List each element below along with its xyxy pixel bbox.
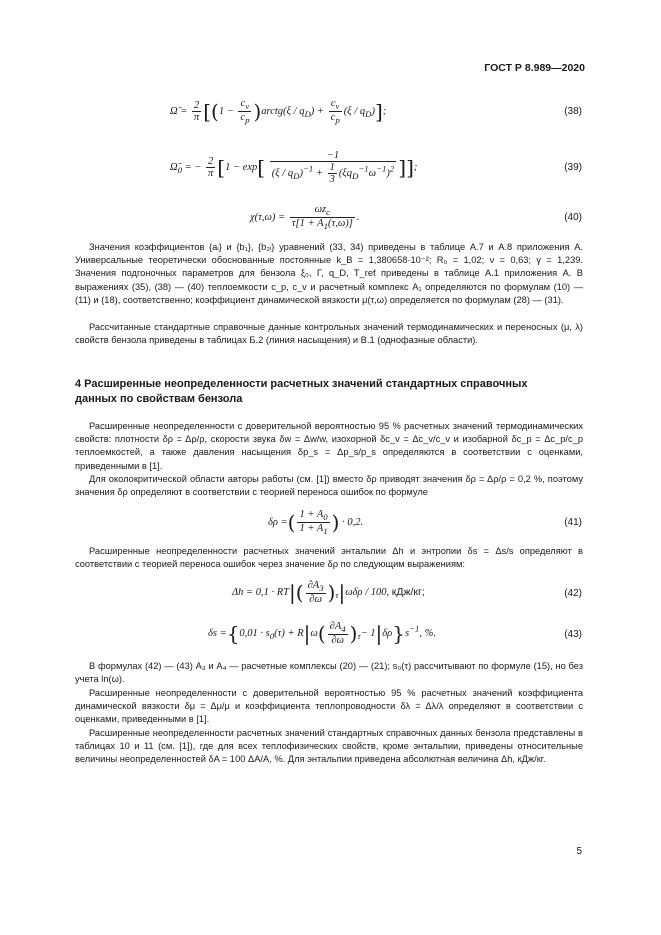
eq42-num-sub: 3 [319, 583, 324, 594]
eq38-den: π [193, 112, 200, 124]
equation-38-formula: Ω̃ = $\frac{2}{\pi}$ [(1 − $\frac{c_v}{c_p}$ )arctg(ξ / $q_D$) + $\frac{c_v}{c_p}$ $(\xi / q_D)$]; [170, 98, 387, 126]
equation-39 [170, 146, 590, 196]
eq39-den2: ) [299, 167, 303, 179]
eq38-arctg: arctg(ξ / q [261, 106, 305, 117]
eq42-tail: ωδρ / 100, [345, 586, 390, 598]
eq40-num-sub: c [326, 207, 330, 218]
eq39-den6: ) [386, 167, 390, 179]
eq39-den-sub: D [293, 171, 300, 181]
eq39-den6-sup: 2 [389, 163, 395, 174]
equation-40 [250, 204, 590, 234]
eq39-den4-sub: D [352, 171, 359, 181]
paragraph-coefficients: Значения коэффициентов {aᵢ} и {b₁}, {b₂ᵢ} уравнений (33, 34) приведены в таблице А.7 и А.8 приложения А. Универсальные теоретически обоснованные постоянные k_B = 1,380658·10⁻²; R₀ = 1,02; ν = 0,63; γ = 1,239. Значения подгоночных параметров для бензола ξ₀, Γ, q_D, T_ref приведены в таблице А.1 приложения А. В выражениях (35), (38) — (40) теплоемкости c_p, c_v и расчетный комплекс A₁ определяются по формулам (10) — (11) и (18), соответственно; коэффициент динамической вязкости μ(τ,ω) определяется по формулам (28) — (31). [75, 242, 583, 305]
equation-42-number: (42) [564, 588, 582, 599]
eq38-num: 2 [192, 100, 201, 112]
equation-43 [208, 621, 590, 651]
paragraph-tables: Расширенные неопределенности расчетных значений стандартных справочных данных бензола представлены в таблицах 10 и 11 (см. [1]), где для всех теплофизических свойств, кроме энтальпии, приведены относительные величины неопределенностей δA = 100 ΔA/A, %. Для энтальпии приведена абсолютная величина Δh, кДж/кг. [75, 728, 583, 765]
eq42-den: ∂ω [309, 594, 322, 606]
equation-38 [170, 98, 590, 128]
eq43-num-sub: 4 [341, 624, 346, 635]
standard-code: ГОСТ Р 8.989—2020 [484, 62, 585, 74]
eq41-tail: · 0,2. [342, 517, 364, 528]
equation-41-formula: δρ =( $\frac{1 + A_0}{1 + A_1}$ ) · 0,2. [268, 509, 364, 537]
eq39-big-frac [270, 150, 397, 185]
eq43-tau-sub: τ [357, 631, 361, 642]
paragraph-reference-data: Рассчитанные стандартные справочные данные контрольных значений термодинамических и переносных (μ, λ) свойств бензола приведены в таблицах Б.2 (линия насыщения) и В.1 (однофазные области). [75, 322, 583, 346]
eq38-one-minus: 1 − [218, 106, 234, 117]
eq41-num-sub: 0 [323, 512, 328, 523]
eq41-den: 1 + A [299, 523, 324, 535]
eq39-exp: 1 − exp [225, 161, 258, 173]
eq43-p1: 0,01 · s [239, 627, 270, 639]
equation-43-number: (43) [564, 629, 582, 640]
eq43-frac [328, 621, 348, 646]
eq43-p5: s [404, 627, 410, 639]
eq43-p2: (τ) + R [274, 627, 304, 639]
eq38-frac-cvcp [238, 98, 251, 125]
eq40-lhs: χ(τ,ω) = [250, 212, 286, 223]
eq40-den2: (τ,ω)] [327, 218, 353, 230]
eq42-unit: кДж/кг; [391, 585, 425, 598]
paragraph-enthalpy-entropy: Расширенные неопределенности расчетных значений энтальпии Δh и энтропии δs = Δs/s определяют в соответствии с теорией переноса ошибок через значение δρ по следующим выражениям: [75, 546, 583, 570]
eq39-eq: = − [184, 161, 202, 173]
eq39-den: π [208, 168, 214, 179]
eq43-den: ∂ω [331, 635, 344, 647]
eq38-cp: c [240, 112, 246, 124]
eq42-num: ∂A [307, 580, 320, 591]
eq39-omega: Ω̃ [170, 161, 178, 173]
eq43-p3: − 1 [360, 627, 376, 639]
eq38-cv-sub: v [245, 101, 250, 112]
eq39-big-num: −1 [270, 150, 397, 162]
eq42-lhs: Δh = 0,1 · RT [232, 586, 290, 598]
equation-38-number: (38) [564, 106, 582, 117]
eq38-xi-qd: (ξ / q [343, 106, 366, 117]
eq39-omega-sub: 0 [177, 165, 182, 175]
section-4-heading: 4 Расширенные неопределенности расчетных значений стандартных справочных данных по свойствам бензола [75, 378, 528, 405]
eq39-third-n: 1 [329, 162, 335, 173]
eq38-plus: ) + [310, 106, 325, 117]
eq40-frac [290, 204, 355, 231]
eq42-tau-sub: τ [335, 590, 339, 601]
eq40-den-sub: 1 [323, 221, 328, 232]
eq39-den3: + [315, 167, 323, 179]
eq41-frac [297, 509, 329, 536]
eq39-third-d: 3 [329, 174, 335, 185]
equation-42-formula: Δh = 0,1 · RT|( $\frac{\partial A_3}{\partial\omega}$ )$_\tau|\omega\delta\rho / 100$, кДж/кг; [232, 580, 425, 606]
eq38-cp-sub: p [245, 115, 250, 126]
eq43-lhs: δs = [208, 627, 227, 639]
eq43-p6: , %. [419, 627, 436, 639]
eq39-den4-sup: −1 [358, 163, 369, 174]
equation-43-formula: $\delta s =\{0,01 \cdot s_0(\tau) + R|\omega$( $\frac{\partial A_4}{\partial\omega}$ )$_\tau- 1|\delta\rho\}s^{-1}$, %. [208, 621, 436, 647]
paragraph-uncertainties: Расширенные неопределенности с доверительной вероятностью 95 % расчетных значений термодинамических свойств: плотности δρ = Δρ/ρ, скорости звука δw = Δw/w, изохорной δc_v = Δc_v/c_v и изобарной δc_p = Δc_p/c_p теплоемкостей, а также давления насыщения δp_s = Δp_s/p_s определяются в соответствии с оценками, приведенными в [1]. [75, 421, 583, 471]
equation-39-number: (39) [564, 162, 582, 173]
eq43-num: ∂A [329, 621, 342, 632]
eq40-den1: τ[1 + A [291, 218, 324, 230]
equation-42 [232, 580, 590, 610]
eq42-frac [306, 580, 326, 605]
eq43-p1-sub: 0 [269, 631, 275, 642]
eq39-third [328, 162, 337, 185]
eq38-frac-2pi [192, 100, 201, 123]
equation-39-formula: $\Omegã_0$ = − $\frac{2}{\pi}$ [1 − exp[ −1 $(\xi / q_D)^{-1}$ + $\frac{1}{3}$ $(\xi q_D^{-1}\omega^{-1})^2$ ]]; [170, 150, 418, 185]
page-number: 5 [576, 846, 582, 857]
paragraph-viscosity: Расширенные неопределенности с доверительной вероятностью 95 % расчетных значений коэффициента динамической вязкости δμ = Δμ/μ и коэффициента теплопроводности δλ = Δλ/λ определяют в соответствии с оценками, приведенными в [1]. [75, 688, 583, 725]
eq38-frac-cvcp-2: $\frac{c_v}{c_p}$ [330, 98, 340, 126]
eq38-lhs: Ω̃ = [170, 106, 188, 117]
eq39-den1: (ξ / q [271, 167, 294, 179]
eq38-qd-sub: D [304, 109, 311, 120]
eq39-den5-sup: −1 [376, 163, 387, 174]
equation-41 [268, 509, 590, 539]
eq43-p4: δρ [382, 627, 393, 639]
eq38-cv: c [240, 98, 246, 109]
paragraph-formulas-note: В формулах (42) — (43) A₃ и A₄ — расчетные комплексы (20) — (21); s₀(τ) рассчитывают по формуле (15), но без учета ln(ω). [75, 661, 583, 685]
paragraph-critical-region: Для околокритической области авторы работы (см. [1]) вместо δρ приводят значения δρ = Δρ/ρ = 0,2 %, поэтому значения δρ определяют в соответствии с теорией переноса ошибок по формуле [75, 474, 583, 498]
eq41-lhs: δρ = [268, 517, 288, 528]
eq39-den4: (ξq [338, 167, 353, 179]
equation-41-number: (41) [564, 517, 582, 528]
eq43-p5-sup: −1 [409, 623, 420, 634]
eq39-num: 2 [206, 156, 215, 168]
equation-40-formula: χ(τ,ω) = $\frac{\omega z_c}{\tau[1 + A_1(\tau,\omega)]}$ . [250, 204, 360, 232]
eq39-frac-2pi [206, 156, 215, 179]
eq40-num: ωz [314, 204, 327, 215]
eq41-den-sub: 1 [323, 526, 328, 537]
eq39-den-sup: −1 [302, 163, 314, 174]
equation-40-number: (40) [564, 212, 582, 223]
eq39-den5: ω [368, 167, 377, 179]
eq38-close: ) [371, 106, 375, 117]
eq41-num: 1 + A [299, 509, 324, 520]
